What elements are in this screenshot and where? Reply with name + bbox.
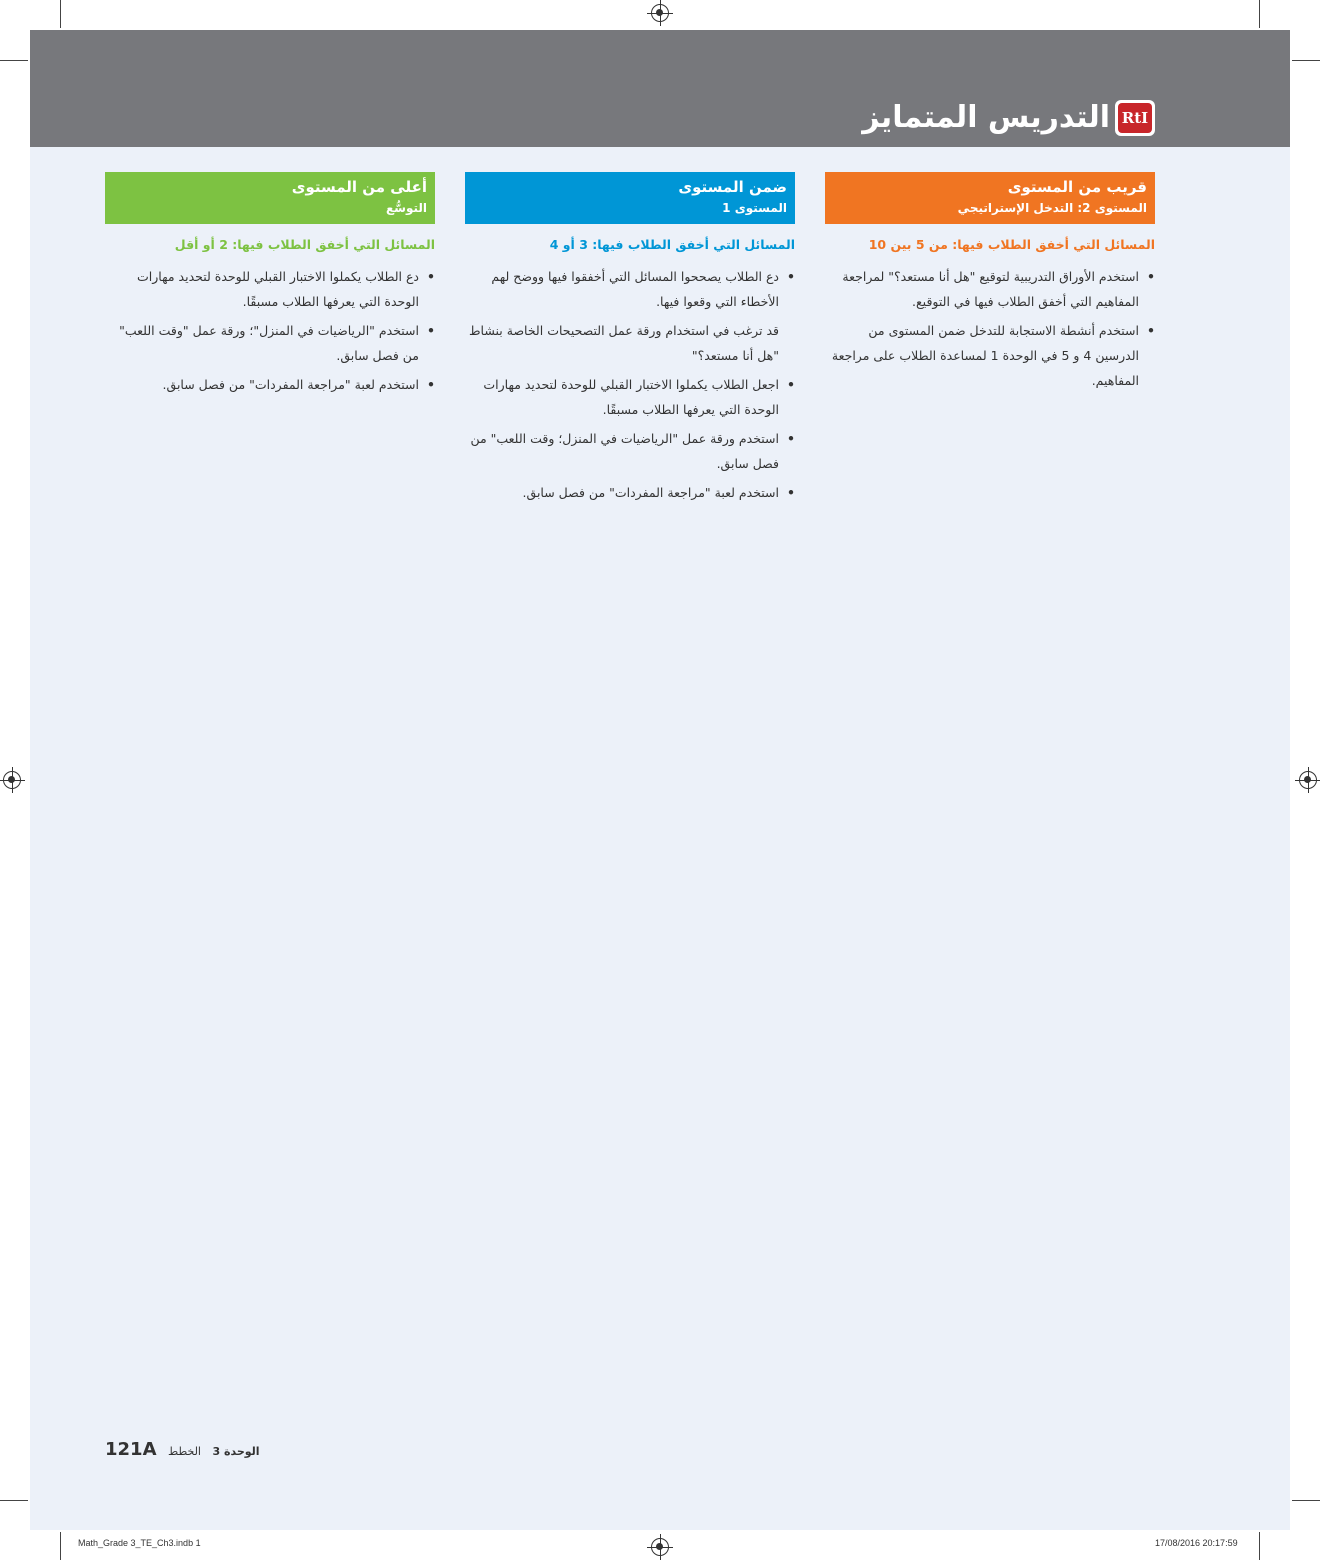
page [30,30,1290,1530]
column-beyond-level [105,172,435,401]
list-item-text: دع الطلاب يكملوا الاختبار القبلي للوحدة لتحديد مهارات الوحدة التي يعرفها الطلاب مسبقًا. [137,269,419,309]
registration-mark-icon [651,4,669,22]
list-item [465,264,795,314]
list-item-text: دع الطلاب يصححوا المسائل التي أخفقوا فيها ووضح لهم الأخطاء التي وقعوا فيها. [491,269,779,309]
bullet-list [825,264,1155,393]
list-item [105,372,435,397]
crop-mark [60,1532,61,1560]
band-subtitle: المستوى 1 [722,201,787,215]
column-subheading: المسائل التي أخفق الطلاب فيها: من 5 بين 10 [868,237,1155,252]
list-item-text: استخدم لعبة "مراجعة المفردات" من فصل سابق. [162,377,419,392]
column-subheading: المسائل التي أخفق الطلاب فيها: 3 أو 4 [549,237,795,252]
slug-file: Math_Grade 3_TE_Ch3.indb 1 [78,1538,201,1548]
bullet-icon: • [1147,269,1155,284]
column-band [465,172,795,224]
list-item-text: استخدم ورقة عمل "الرياضيات في المنزل؛ وقت اللعب" من فصل سابق. [470,431,779,471]
list-item [465,372,795,422]
crop-mark [0,1500,28,1501]
bullet-icon: • [787,485,795,500]
list-item-text: قد ترغب في استخدام ورقة عمل التصحيحات الخاصة بنشاط "هل أنا مستعد؟" [469,323,779,363]
list-item-text: استخدم لعبة "مراجعة المفردات" من فصل سابق. [522,485,779,500]
column-approaching-level [825,172,1155,397]
bullet-icon: • [787,431,795,446]
bullet-icon: • [787,377,795,392]
rti-badge-icon [1115,100,1155,136]
list-item-text: استخدم الأوراق التدريبية لتوقيع "هل أنا مستعد؟" لمراجعة المفاهيم التي أخفق الطلاب فيها في التوقيع. [842,269,1139,309]
column-band [105,172,435,224]
band-title: ضمن المستوى [678,178,787,196]
column-band [825,172,1155,224]
bullet-icon: • [427,377,435,392]
page-title: التدريس المتمايز [862,100,1110,135]
column-subheading: المسائل التي أخفق الطلاب فيها: 2 أو أقل [174,237,435,252]
crop-mark [1259,1532,1260,1560]
registration-mark-icon [651,1538,669,1556]
bullet-icon: • [1147,323,1155,338]
crop-mark [1292,1500,1320,1501]
crop-mark [1259,0,1260,28]
list-item-text: استخدم "الرياضيات في المنزل"؛ ورقة عمل "وقت اللعب" من فصل سابق. [119,323,419,363]
list-item-text: استخدم أنشطة الاستجابة للتدخل ضمن المستوى من الدرسين 4 و 5 في الوحدة 1 لمساعدة الطلاب على مراجعة المفاهيم. [831,323,1139,388]
bullet-icon: • [427,323,435,338]
footer-unit: الوحدة 3 [212,1445,260,1458]
band-subtitle: المستوى 2: التدخل الإستراتيجي [957,201,1147,215]
crop-mark [1292,60,1320,61]
band-subtitle: التوسُّع [385,201,427,215]
band-title: قريب من المستوى [1007,178,1147,196]
list-item [825,318,1155,393]
list-item [105,318,435,368]
bullet-icon: • [787,269,795,284]
page-number: 121A [105,1439,157,1460]
slug-date: 17/08/2016 20:17:59 [1155,1538,1238,1548]
footer-plan: الخطط [168,1445,201,1458]
crop-mark [0,60,28,61]
bullet-icon: • [427,269,435,284]
column-on-level [465,172,795,509]
crop-mark [60,0,61,28]
list-item [105,264,435,314]
bullet-list [465,264,795,505]
rti-badge-label: RtI [1118,103,1152,133]
list-item [465,318,795,368]
header-bar [30,30,1290,147]
registration-mark-icon [1299,771,1317,789]
list-item [465,426,795,476]
list-item-text: اجعل الطلاب يكملوا الاختبار القبلي للوحدة لتحديد مهارات الوحدة التي يعرفها الطلاب مسبقًا. [483,377,779,417]
footer-label [168,1444,260,1460]
band-title: أعلى من المستوى [291,178,427,196]
list-item [465,480,795,505]
bullet-list [105,264,435,397]
registration-mark-icon [3,771,21,789]
list-item [825,264,1155,314]
